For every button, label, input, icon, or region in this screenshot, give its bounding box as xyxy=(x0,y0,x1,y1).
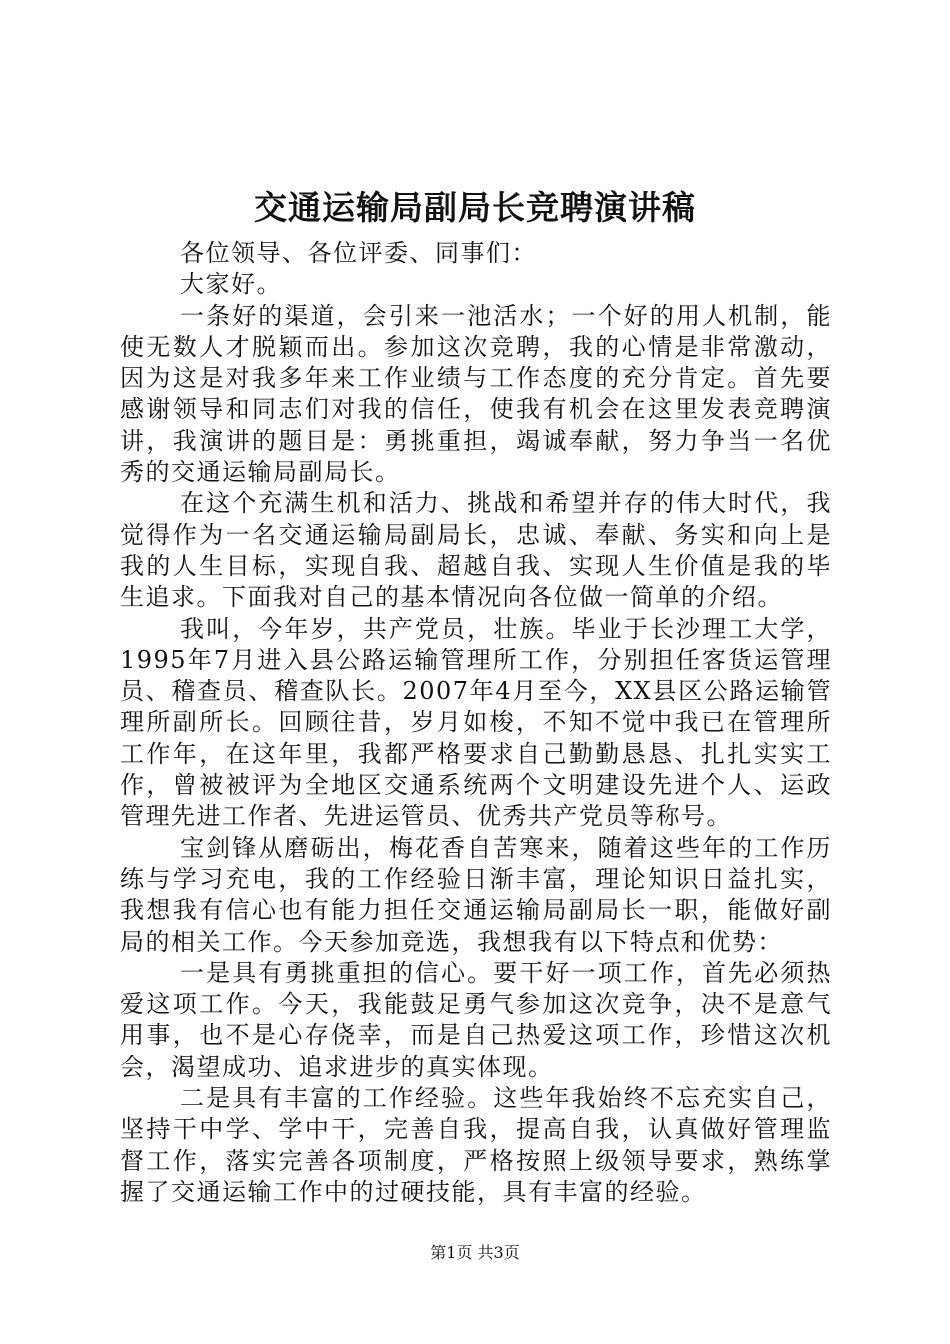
paragraph-point-one: 一是具有勇挑重担的信心。要干好一项工作，首先必须热爱这项工作。今天，我能鼓足勇气参加这次竞争，决不是意气用事，也不是心存侥幸，而是自己热爱这项工作，珍惜这次机会，渴望成功、追求进步的真实体现。 xyxy=(120,958,832,1081)
paragraph-salutation: 各位领导、各位评委、同事们： xyxy=(180,239,537,267)
paragraph-intro: 一条好的渠道，会引来一池活水；一个好的用人机制，能使无数人才脱颖而出。参加这次竞聘，我的心情是非常激动，因为这是对我多年来工作业绩与工作态度的充分肯定。首先要感谢领导和同志们对我的信任，使我有机会在这里发表竞聘演讲，我演讲的题目是：勇挑重担，竭诚奉献，努力争当一名优秀的交通运输局副局长。 xyxy=(120,301,832,487)
paragraph-point-two: 二是具有丰富的工作经验。这些年我始终不忘充实自己，坚持干中学、学中干，完善自我，提高自我，认真做好管理监督工作，落实完善各项制度，严格按照上级领导要求，熟练掌握了交通运输工作中的过硬技能，具有丰富的经验。 xyxy=(120,1084,832,1206)
paragraph-background: 我叫，今年岁，共产党员，壮族。毕业于长沙理工大学，1995年7月进入县公路运输管理所工作，分别担任客货运管理员、稽查员、稽查队长。2007年4月至今，XX县区公路运输管理所副所长。回顾往昔，岁月如梭，不知不觉中我已在管理所工作年，在这年里，我都严格要求自己勤勤恳恳、扎扎实实工作，曾被被评为全地区交通系统两个文明建设先进个人、运政管理先进工作者、先进运管员、优秀共产党员等称号。 xyxy=(120,614,832,831)
document-body xyxy=(120,238,832,1208)
page-footer: 第1页 共3页 xyxy=(430,1243,520,1262)
paragraph-greeting: 大家好。 xyxy=(180,270,282,299)
document-title: 交通运输局副局长竞聘演讲稿 xyxy=(254,188,696,227)
paragraph-experience: 宝剑锋从磨砺出，梅花香自苦寒来，随着这些年的工作历练与学习充电，我的工作经验日渐丰富，理论知识日益扎实，我想我有信心也有能力担任交通运输局副局长一职，能做好副局的相关工作。今天参加竞选，我想我有以下特点和优势： xyxy=(120,833,832,956)
paragraph-goals: 在这个充满生机和活力、挑战和希望并存的伟大时代，我觉得作为一名交通运输局副局长，忠诚、奉献、务实和向上是我的人生目标，实现自我、超越自我、实现人生价值是我的毕生追求。下面我对自己的基本情况向各位做一简单的介绍。 xyxy=(120,489,832,612)
